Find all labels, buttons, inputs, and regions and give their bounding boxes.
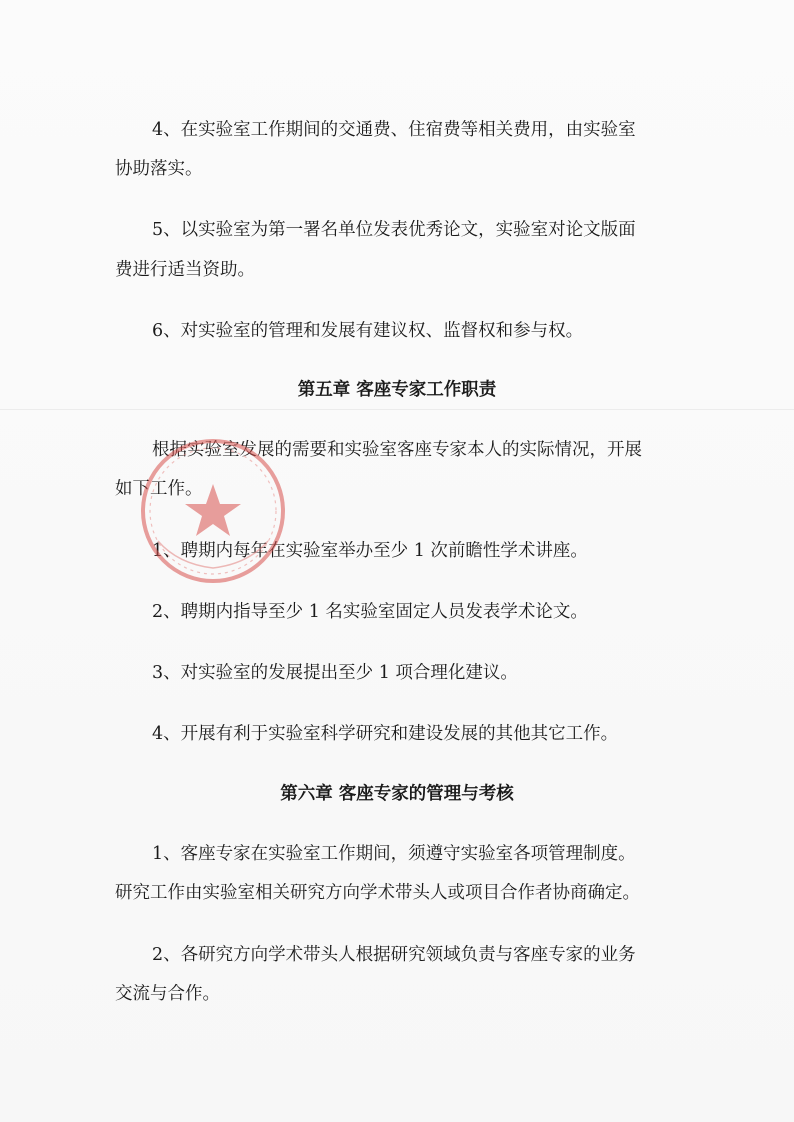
item5-line1: 5、以实验室为第一署名单位发表优秀论文，实验室对论文版面: [152, 220, 636, 240]
scan-fold-line: [0, 409, 794, 410]
chapter6-item2-line1: 2、各研究方向学术带头人根据研究领域负责与客座专家的业务: [152, 945, 636, 965]
item4-line2: 协助落实。: [115, 159, 203, 179]
chapter5-item: 4、开展有利于实验室科学研究和建设发展的其他其它工作。: [152, 724, 619, 744]
chapter6-item2-line2: 交流与合作。: [115, 984, 220, 1004]
item4-line1: 4、在实验室工作期间的交通费、住宿费等相关费用，由实验室: [152, 120, 636, 140]
item5-line2: 费进行适当资助。: [115, 260, 255, 280]
chapter5-item: 3、对实验室的发展提出至少 1 项合理化建议。: [152, 663, 518, 683]
chapter5-intro-line2: 如下工作。: [115, 479, 203, 499]
chapter5-title: 第五章 客座专家工作职责: [297, 380, 497, 400]
chapter5-item: 1、聘期内每年在实验室举办至少 1 次前瞻性学术讲座。: [152, 541, 588, 561]
chapter5-intro-line1: 根据实验室发展的需要和实验室客座专家本人的实际情况，开展: [152, 440, 642, 460]
red-official-seal-icon: [118, 436, 288, 586]
item6-line: 6、对实验室的管理和发展有建议权、监督权和参与权。: [152, 321, 584, 341]
chapter5-item: 2、聘期内指导至少 1 名实验室固定人员发表学术论文。: [152, 602, 588, 622]
chapter6-title: 第六章 客座专家的管理与考核: [280, 784, 514, 804]
chapter6-item1-line1: 1、客座专家在实验室工作期间，须遵守实验室各项管理制度。: [152, 844, 636, 864]
chapter6-item1-line2: 研究工作由实验室相关研究方向学术带头人或项目合作者协商确定。: [115, 883, 640, 903]
